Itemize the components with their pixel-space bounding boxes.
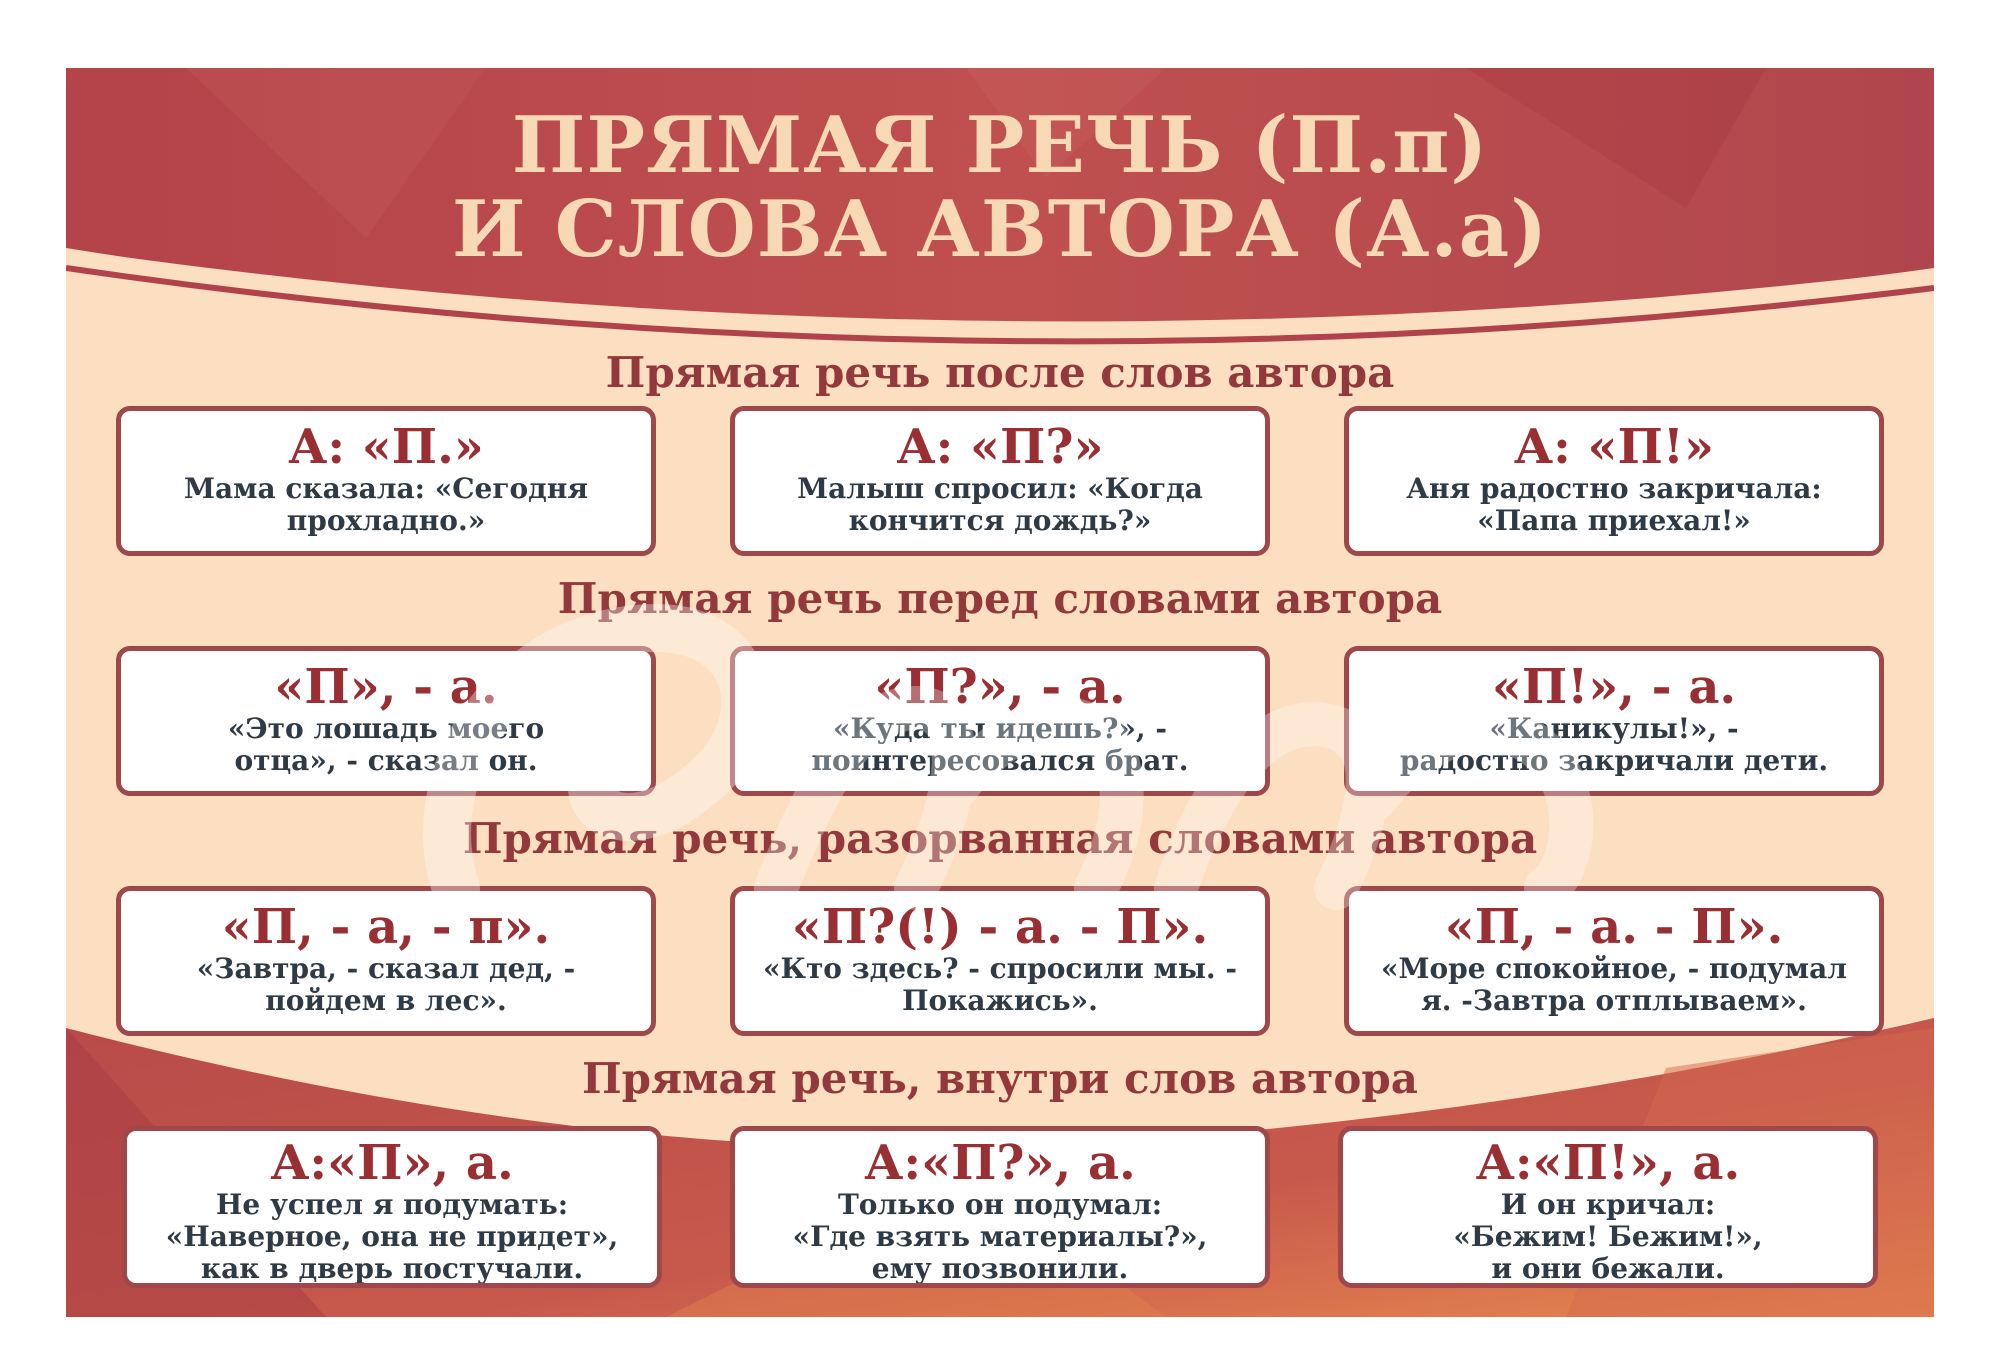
rule-card (730, 886, 1270, 1036)
rule-formula: А:«П», а. (270, 1135, 514, 1191)
rule-formula: А: «П?» (896, 419, 1104, 475)
rule-example: Мама сказала: «Сегодня прохладно.» (183, 472, 589, 537)
rule-example: Только он подумал: «Где взять материалы?», ему позвонили. (792, 1188, 1208, 1285)
main-title-line-1: ПРЯМАЯ РЕЧЬ (П.п) (511, 100, 1489, 191)
rule-card (730, 646, 1270, 796)
rule-formula: «П», - а. (274, 659, 498, 715)
rule-card (1338, 1126, 1878, 1288)
rule-card (730, 1126, 1270, 1288)
rule-formula: «П!», - а. (1491, 659, 1737, 715)
rule-formula: А: «П!» (1514, 419, 1714, 475)
rule-example: «Куда ты идешь?», - поинтересовался брат. (811, 712, 1189, 777)
rule-formula: А: «П.» (288, 419, 484, 475)
rule-card (1344, 406, 1884, 556)
rule-card (116, 646, 656, 796)
rule-card (116, 886, 656, 1036)
section-title-inside: Прямая речь, внутри слов автора (582, 1054, 1418, 1103)
rule-formula: «П?», - а. (874, 659, 1126, 715)
rule-example: «Это лошадь моего отца», - сказал он. (227, 712, 545, 777)
rule-example: И он кричал: «Бежим! Бежим!», и они бежали. (1453, 1188, 1763, 1285)
rule-example: Малыш спросил: «Когда кончится дождь?» (797, 472, 1203, 537)
rule-formula: А:«П!», а. (1475, 1135, 1741, 1191)
rule-example: «Завтра, - сказал дед, - пойдем в лес». (196, 952, 576, 1017)
rule-card (730, 406, 1270, 556)
section-title-interrupted: Прямая речь, разорванная словами автора (462, 814, 1538, 863)
rule-card (1344, 646, 1884, 796)
rule-card (116, 406, 656, 556)
section-title-after: Прямая речь после слов автора (605, 348, 1395, 397)
rule-example: Аня радостно закричала: «Папа приехал!» (1406, 472, 1822, 537)
rule-example: «Кто здесь? - спросили мы. - Покажись». (762, 952, 1238, 1017)
rule-example: «Каникулы!», - радостно закричали дети. (1399, 712, 1829, 777)
rule-example: «Море спокойное, - подумал я. -Завтра отплываем». (1380, 952, 1847, 1017)
rule-card (122, 1126, 662, 1288)
rule-formula: А:«П?», а. (864, 1135, 1136, 1191)
poster (66, 68, 1934, 1317)
rule-formula: «П, - а, - п». (221, 899, 551, 955)
rule-formula: «П?(!) - а. - П». (791, 899, 1209, 955)
rule-formula: «П, - а. - П». (1444, 899, 1784, 955)
section-title-before: Прямая речь перед словами автора (557, 574, 1443, 623)
main-title-line-2: И СЛОВА АВТОРА (А.а) (451, 184, 1549, 275)
rule-example: Не успел я подумать: «Наверное, она не придет», как в дверь постучали. (165, 1188, 619, 1285)
rule-card (1344, 886, 1884, 1036)
